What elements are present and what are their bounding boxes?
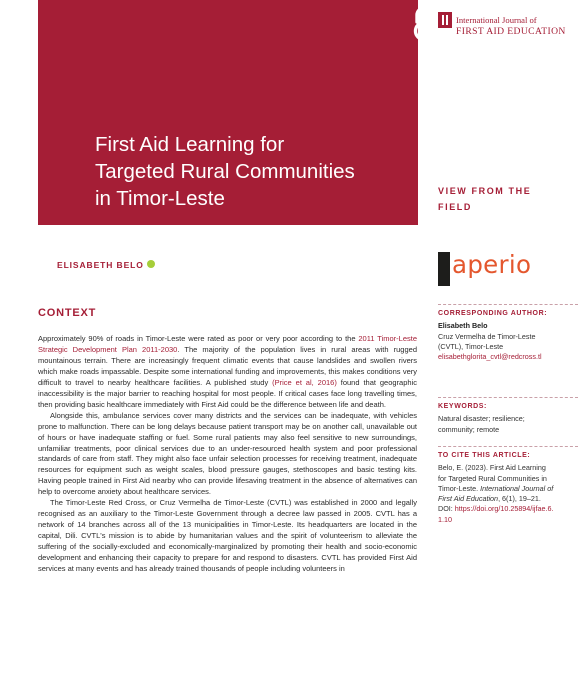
paragraph-3: The Timor-Leste Red Cross, or Cruz Vermelha de Timor-Leste (CVTL) was established in 2000 and legally recognised as an auxiliary to the Timor-Leste Government through a decree law passed in 2005. CVTL has a network of 14 branches across all of the 13 municipalities in Timor-Leste. Its headquarters are located in the capital, Dili. CVTL's mission is to abide by humanitarian values and the spirit of volunteerism to alleviate the suffering of the socially-excluded and economically-marginalized by promoting their health and socio-economic development and enhancing their capacity to prepare for and respond to disasters. CVTL has provided First Aid services at many events and has already trained thousands of people including volunteers in xyxy=(38,498,417,574)
doi-link[interactable]: https://doi.org/10.25894/ijfae.6.1.10 xyxy=(438,504,554,524)
corresponding-author-heading: CORRESPONDING AUTHOR: xyxy=(438,310,548,317)
article-title xyxy=(95,131,440,212)
corresponding-author-name: Elisabeth Belo xyxy=(438,321,488,331)
publisher-logo[interactable] xyxy=(438,252,550,286)
title-banner xyxy=(38,0,418,225)
article-body xyxy=(38,334,417,575)
price-citation-link[interactable]: (Price et al, 2016) xyxy=(272,377,337,387)
context-heading: CONTEXT xyxy=(38,307,97,319)
publisher-logo-text: aperio xyxy=(452,250,532,279)
open-access-icon[interactable] xyxy=(411,6,437,42)
keywords-text: Natural disaster; resilience; community; remote xyxy=(438,414,525,434)
cite-journal: International Journal of First Aid Education xyxy=(438,483,554,504)
corresponding-author-block xyxy=(438,309,578,362)
author-name: ELISABETH BELO xyxy=(57,260,144,270)
author-line xyxy=(57,255,155,270)
corresponding-author-email[interactable]: elisabethglorita_cvtl@redcross.tl xyxy=(438,352,542,362)
sidebar-divider xyxy=(438,304,578,305)
journal-mark-icon xyxy=(438,12,452,28)
sidebar-divider xyxy=(438,397,578,398)
corresponding-author-affiliation: Cruz Vermelha de Timor-Leste (CVTL), Timor-Leste xyxy=(438,331,536,351)
cite-text-a: Belo, E. (2023). First Aid Learning for Targeted Rural Communities in Timor-Leste. xyxy=(438,463,547,493)
keywords-heading: KEYWORDS: xyxy=(438,403,487,410)
cite-text xyxy=(438,463,556,525)
title-line-2: Targeted Rural Communities xyxy=(95,160,355,183)
cite-text-b: , 6(1), 19–21. DOI: xyxy=(438,494,541,514)
journal-name-line-1: International Journal of xyxy=(456,15,537,25)
cite-heading: TO CITE THIS ARTICLE: xyxy=(438,452,531,459)
paragraph-1 xyxy=(38,334,417,411)
sidebar-divider xyxy=(438,446,578,447)
paragraph-2: Alongside this, ambulance services cover many districts and the services can be inadequate, with vehicles prone to malfunction. There can be long delays because patient transport may be on another call, unavailable out of hours or have inadequate staffing or fuel. Some rural patients may also feel sensitive to new surroundings, unfamiliar treatments, poor clinical services due to an under-resourced health system and poor professional standards of care from staff. They might also face unfair selection processes for receiving treatment, inadequate resources for equipment such as weight scales, blood pressure gauges, stethoscopes and basic testing kits. Having people trained in First Aid nearby who can provide lifesaving treatment in the absence of alternatives can help to overcome anxiety about healthcare services. xyxy=(38,410,417,497)
p1-text-a: Approximately 90% of roads in Timor-Leste were rated as poor or very poor according to the xyxy=(38,334,359,343)
title-line-3: in Timor-Leste xyxy=(95,187,225,210)
keywords-block xyxy=(438,402,578,435)
section-type-label: VIEW FROM THE FIELD xyxy=(438,186,532,212)
publisher-logo-mark xyxy=(438,252,450,286)
p1-text-c: found that geographic inaccessibility is the major barrier to reaching hospital for most people. If critical cases face long travelling times, then providing basic healthcare immediately with First Aid could be the difference between life and death. xyxy=(38,377,417,409)
title-line-1: First Aid Learning for xyxy=(95,133,285,156)
development-plan-link[interactable]: 2011 Timor-Leste Strategic Development Plan 2011-2030 xyxy=(38,334,417,354)
cite-block xyxy=(438,451,578,525)
p1-text-b: . The majority of the population lives in rural areas with rugged mountainous terrain. There are increasingly frequent climatic events that cause landslides and swollen rivers which make roads impassable. Despite some international funding and improvements, this makes conditions very difficult to travel to nearby healthcare facilities. A published study xyxy=(38,344,417,387)
journal-logo[interactable] xyxy=(438,12,583,42)
orcid-icon[interactable] xyxy=(147,260,155,268)
journal-name-line-2: FIRST AID EDUCATION xyxy=(456,26,566,37)
